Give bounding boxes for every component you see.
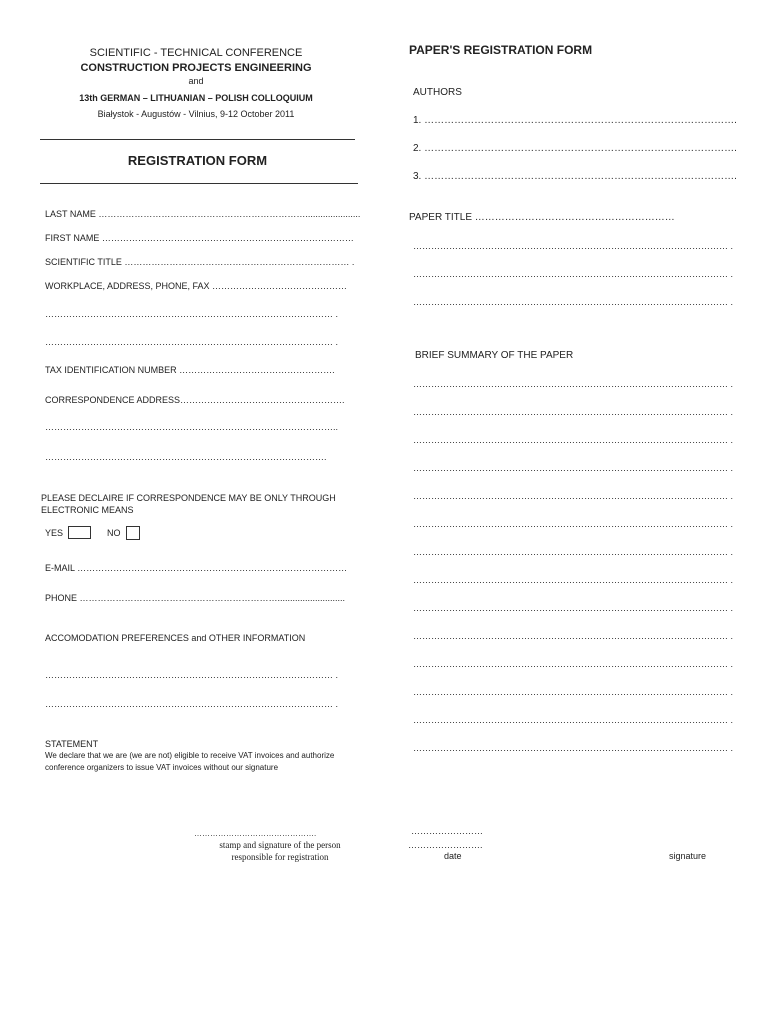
author-line-2[interactable]: 2. …………………………………………………………………………………. — [413, 143, 737, 154]
stamp-signature-line[interactable]: ………………………………………. — [194, 829, 317, 838]
scientific-title-field[interactable]: SCIENTIFIC TITLE ………………………………………………………………… . — [45, 257, 355, 267]
date-label: date — [444, 851, 462, 861]
correspondence-address-field[interactable]: CORRESPONDENCE ADDRESS………………………………………………. — [45, 395, 345, 405]
email-field[interactable]: E-MAIL ……………………………………………………………………………… — [45, 563, 348, 573]
first-name-field[interactable]: FIRST NAME ………………………………………………………………………… — [45, 233, 354, 243]
conference-line-2: CONSTRUCTION PROJECTS ENGINEERING — [80, 62, 312, 74]
paper-title-line-2[interactable]: …………………………………………………………………………………………… . — [413, 269, 734, 279]
date-line-2[interactable]: ……………………. — [408, 840, 483, 850]
workplace-field[interactable]: WORKPLACE, ADDRESS, PHONE, FAX ……………………………………… — [45, 281, 348, 291]
authors-label: AUTHORS — [413, 87, 462, 98]
summary-line[interactable]: …………………………………………………………………………………………… . — [413, 631, 734, 641]
correspondence-line-2[interactable]: …………………………………………………………………………………. — [45, 452, 327, 462]
correspondence-line-1[interactable]: …………………………………………………………………………………….. — [45, 422, 339, 432]
summary-line[interactable]: …………………………………………………………………………………………… . — [413, 519, 734, 529]
statement-line-1: We declare that we are (we are not) eligible to receive VAT invoices and authorize — [45, 751, 335, 760]
divider-top — [40, 139, 355, 140]
summary-line[interactable]: …………………………………………………………………………………………… . — [413, 687, 734, 697]
accomodation-line-2[interactable]: …………………………………………………………………………………… . — [45, 699, 339, 709]
paper-title-line-1[interactable]: …………………………………………………………………………………………… . — [413, 241, 734, 251]
no-label: NO — [107, 528, 121, 538]
summary-label: BRIEF SUMMARY OF THE PAPER — [415, 350, 574, 361]
accomodation-label: ACCOMODATION PREFERENCES and OTHER INFORMATION — [45, 633, 306, 643]
summary-line[interactable]: …………………………………………………………………………………………… . — [413, 463, 734, 473]
summary-line[interactable]: …………………………………………………………………………………………… . — [413, 407, 734, 417]
no-checkbox[interactable] — [126, 526, 140, 540]
date-line-1[interactable]: …………………… — [411, 826, 483, 836]
form-title: REGISTRATION FORM — [127, 153, 268, 168]
paper-form-title: PAPER'S REGISTRATION FORM — [409, 43, 593, 57]
paper-title-field[interactable]: PAPER TITLE …………………………………………………… — [409, 212, 675, 223]
declare-line-1: PLEASE DECLAIRE IF CORRESPONDENCE MAY BE ONLY THROUGH — [41, 493, 336, 503]
conference-line-1: SCIENTIFIC - TECHNICAL CONFERENCE — [89, 47, 303, 59]
last-name-field[interactable]: LAST NAME ……………………………………………………………...................... — [45, 209, 361, 219]
author-line-3[interactable]: 3. …………………………………………………………………………………. — [413, 171, 737, 182]
declare-line-2: ELECTRONIC MEANS — [41, 505, 134, 515]
workplace-line-2[interactable]: …………………………………………………………………………………… . — [45, 337, 339, 347]
stamp-caption-2: responsible for registration — [231, 852, 329, 862]
yes-label: YES — [45, 528, 64, 538]
colloquium-title: 13th GERMAN – LITHUANIAN – POLISH COLLOQUIUM — [79, 93, 313, 103]
stamp-caption-1: stamp and signature of the person — [219, 840, 341, 850]
summary-line[interactable]: …………………………………………………………………………………………… . — [413, 603, 734, 613]
and-text: and — [188, 76, 204, 86]
summary-line[interactable]: …………………………………………………………………………………………… . — [413, 715, 734, 725]
paper-title-line-3[interactable]: …………………………………………………………………………………………… . — [413, 297, 734, 307]
statement-line-2: conference organizers to issue VAT invoices without our signature — [45, 763, 279, 772]
summary-line[interactable]: …………………………………………………………………………………………… . — [413, 491, 734, 501]
summary-line[interactable]: …………………………………………………………………………………………… . — [413, 547, 734, 557]
summary-line[interactable]: …………………………………………………………………………………………… . — [413, 743, 734, 753]
summary-line[interactable]: …………………………………………………………………………………………… . — [413, 659, 734, 669]
summary-line[interactable]: …………………………………………………………………………………………… . — [413, 435, 734, 445]
author-line-1[interactable]: 1. …………………………………………………………………………………. — [413, 115, 737, 126]
location-date: Białystok - Augustów - Vilnius, 9-12 October 2011 — [97, 109, 295, 119]
statement-title: STATEMENT — [45, 739, 99, 749]
divider-bottom — [40, 183, 358, 184]
accomodation-line-1[interactable]: …………………………………………………………………………………… . — [45, 670, 339, 680]
signature-label: signature — [669, 851, 707, 861]
yes-checkbox[interactable] — [68, 526, 91, 539]
tax-id-field[interactable]: TAX IDENTIFICATION NUMBER ……………………………………………. — [45, 365, 335, 375]
workplace-line-1[interactable]: …………………………………………………………………………………… . — [45, 309, 339, 319]
summary-line[interactable]: …………………………………………………………………………………………… . — [413, 379, 734, 389]
summary-line[interactable]: …………………………………………………………………………………………… . — [413, 575, 734, 585]
phone-field[interactable]: PHONE …………………………………………………………........................... — [45, 593, 346, 603]
